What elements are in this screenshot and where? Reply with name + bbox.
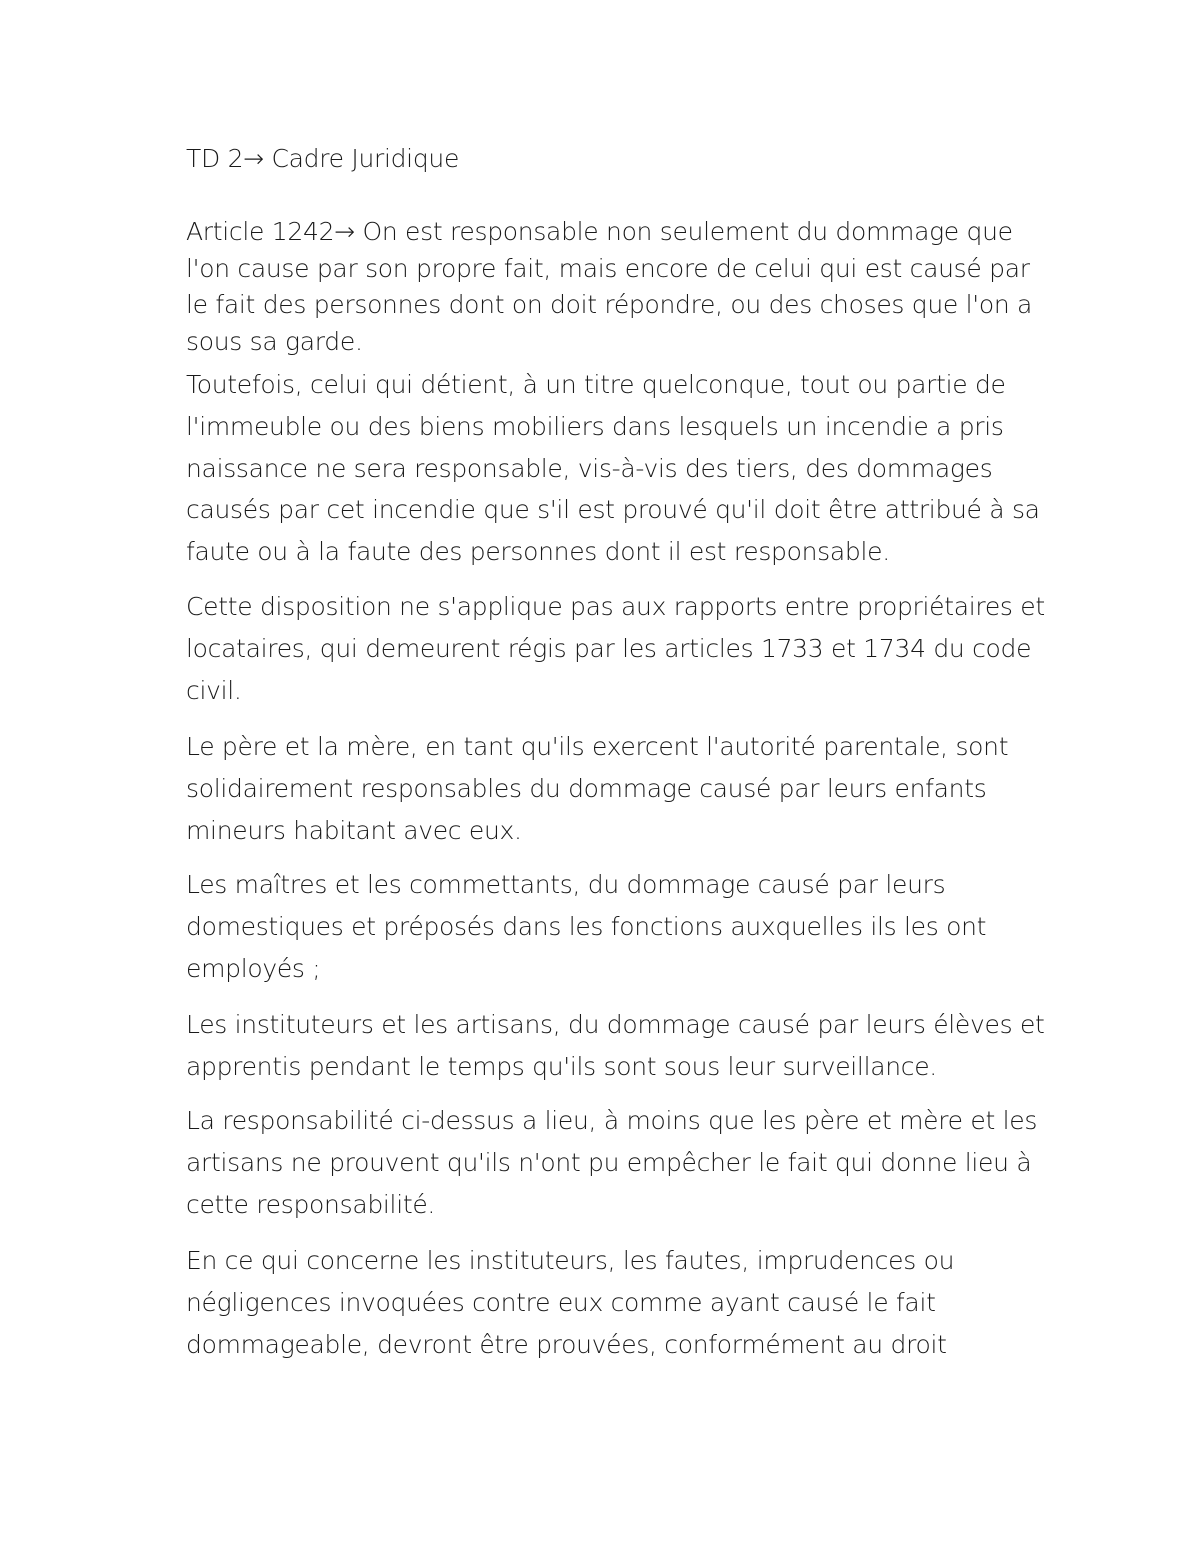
document-title: TD 2→ Cadre Juridique bbox=[186, 144, 460, 173]
paragraph-proprietaires-locataires: Cette disposition ne s'applique pas aux rapports entre propriétaires et locataires, qui demeurent régis par les articles 1733 et 1734 du code civil. bbox=[186, 592, 1045, 705]
paragraph-article-1242: Article 1242→ On est responsable non seulement du dommage que l'on cause par son propre fait, mais encore de celui qui est causé par le fait des personnes dont on doit répondre, ou des choses que l'on a sous sa garde. bbox=[186, 217, 1033, 356]
paragraph-instituteurs-artisans: Les instituteurs et les artisans, du dommage causé par leurs élèves et apprentis pendant le temps qu'ils sont sous leur surveillance. bbox=[186, 1010, 1045, 1081]
paragraph-incendie: Toutefois, celui qui détient, à un titre quelconque, tout ou partie de l'immeuble ou des biens mobiliers dans lesquels un incendie a pris naissance ne sera responsable, vis-à-vis des tiers, des dommages causés par cet incendie que s'il est prouvé qu'il doit être attribué à sa faute ou à la faute des personnes dont il est responsable. bbox=[186, 370, 1040, 567]
paragraph-responsabilite: La responsabilité ci-dessus a lieu, à moins que les père et mère et les artisans ne prouvent qu'ils n'ont pu empêcher le fait qui donne lieu à cette responsabilité. bbox=[186, 1106, 1038, 1219]
paragraph-maitres-commettants: Les maîtres et les commettants, du dommage causé par leurs domestiques et préposés dans les fonctions auxquelles ils les ont employés ; bbox=[186, 870, 987, 983]
paragraph-fautes-instituteurs: En ce qui concerne les instituteurs, les fautes, imprudences ou négligences invoquées contre eux comme ayant causé le fait dommageable, devront être prouvées, conformément au droit bbox=[186, 1246, 955, 1359]
paragraph-pere-mere: Le père et la mère, en tant qu'ils exercent l'autorité parentale, sont solidairement responsables du dommage causé par leurs enfants mineurs habitant avec eux. bbox=[186, 732, 1009, 845]
